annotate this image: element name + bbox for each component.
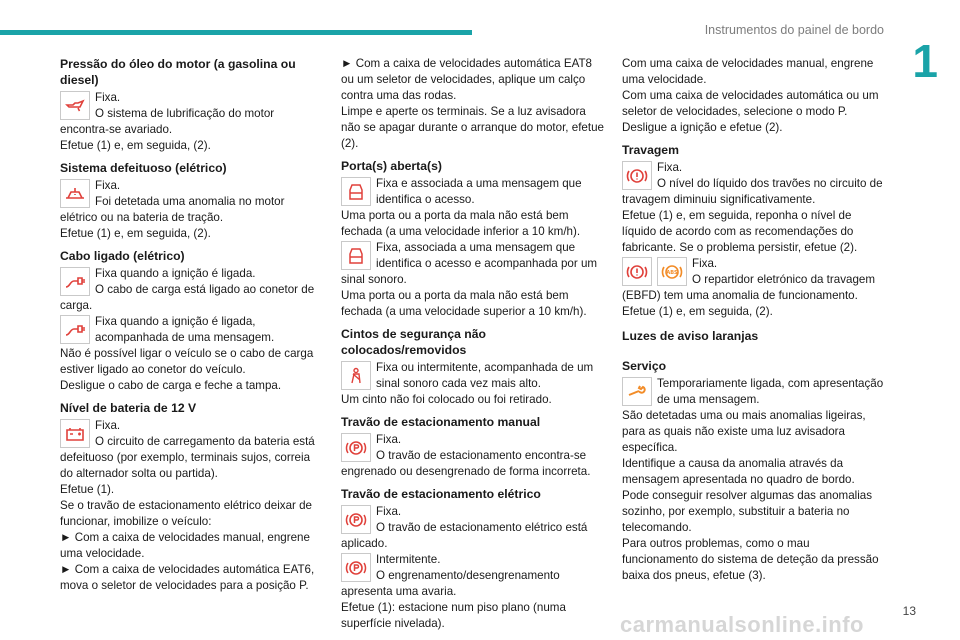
entry-electrical-fault: Fixa. Foi detetada uma anomalia no motor elétrico ou na bateria de tração. [60, 179, 285, 224]
section-title: Instrumentos do painel de bordo [704, 23, 884, 37]
chapter-number: 1 [912, 35, 938, 87]
heading-battery-level: Nível de bateria de 12 V [60, 401, 197, 415]
abs-icon [657, 257, 687, 286]
page-number: 13 [902, 604, 916, 618]
entry-braking-1: Fixa. O nível do líquido dos travões no circuito de travagem diminuiu significativamente. [622, 161, 883, 206]
heading-orange-warning-lights: Luzes de aviso laranjas [622, 329, 759, 343]
entry-braking-2: ABS Fixa. O repartidor eletrónico da travagem (EBFD) tem uma anomalia de funcionamento. [622, 257, 876, 302]
heading-oil-pressure: Pressão do óleo do motor (a gasolina ou diesel) [60, 57, 296, 87]
wrench-icon [622, 377, 652, 406]
entry-doors-open-2: Fixa, associada a uma mensagem que identifica o acesso e acompanhada por um sinal sonoro. [341, 241, 598, 286]
parking-brake-icon [341, 505, 371, 534]
heading-manual-parking-brake: Travão de estacionamento manual [341, 415, 541, 429]
entry-cable-connected-1: Fixa quando a ignição é ligada. O cabo de carga está ligado ao conetor de carga. [60, 267, 315, 312]
entry-battery-level: Fixa. O circuito de carregamento da bateria está defeituoso (por exemplo, terminais sujos, correia do alternador solta ou partida). [60, 419, 315, 480]
parking-brake-icon [341, 433, 371, 462]
svg-text:ABS: ABS [666, 269, 678, 276]
entry-manual-parking-brake: Fixa. O travão de estacionamento encontra-se engrenado ou desengrenado de forma incorreta. [341, 433, 591, 478]
open-door-icon [341, 177, 371, 206]
entry-electric-parking-brake-2: Intermitente. O engrenamento/desengrenamento apresenta uma avaria. [341, 553, 560, 598]
seatbelt-icon [341, 361, 371, 390]
heading-braking: Travagem [622, 143, 679, 157]
heading-cable-connected: Cabo ligado (elétrico) [60, 249, 185, 263]
column-1: Pressão do óleo do motor (a gasolina ou diesel) Fixa. O sistema de lubrificação do motor encontra-se avariado. Efetue (1) e, em seguida, (2). Sistema defeituoso (elétrico) Fixa. Foi detetada uma anomalia no motor elétrico ou na bateria de tração. Efetue (1) e, em seguida, (2). Cabo ligado (elétrico) Fixa quando a ignição é ligada. O cabo de carga está ligado ao conetor de carga. Fixa quando a ignição é ligada, acompanhada de uma mensagem. Não é possível ligar o veículo se o cabo de carga estiver ligado ao conetor do veículo. Desligue o cabo de carga e feche a tampa. Nível de bateria de 12 V Fixa. O circuito de carregamento da bateria está defeituoso (por exemplo, terminais sujos, correia do alternador solta ou partida). Efetue (1). Se o travão de estacionamento elétrico deixar de funcionar, imobilize o veículo: ► Com a caixa de velocidades manual, engrene uma velocidade. ► Com a caixa de velocidades automática EAT6, mova o seletor de velocidades para a posição P. [60, 56, 322, 594]
entry-oil-pressure: Fixa. O sistema de lubrificação do motor encontra-se avariado. [60, 91, 275, 136]
car-fault-icon [60, 179, 90, 208]
open-door-icon [341, 241, 371, 270]
entry-seatbelts: Fixa ou intermitente, acompanhada de um sinal sonoro cada vez mais alto. [341, 360, 606, 392]
entry-cable-connected-2: Fixa quando a ignição é ligada, acompanhada de uma mensagem. [60, 314, 322, 346]
charging-plug-icon [60, 315, 90, 344]
heading-electric-parking-brake: Travão de estacionamento elétrico [341, 487, 541, 501]
oil-can-icon [60, 91, 90, 120]
heading-doors-open: Porta(s) aberta(s) [341, 159, 442, 173]
watermark: carmanualsonline.info [620, 612, 864, 637]
heading-service: Serviço [622, 359, 667, 373]
brake-warning-icon [622, 257, 652, 286]
charging-plug-icon [60, 267, 90, 296]
entry-electric-parking-brake-1: Fixa. O travão de estacionamento elétrico está aplicado. [341, 505, 588, 550]
entry-service: Temporariamente ligada, com apresentação de uma mensagem. [622, 376, 887, 408]
heading-seatbelts: Cintos de segurança não colocados/removidos [341, 327, 486, 357]
header-accent-bar [0, 30, 472, 35]
parking-brake-icon [341, 553, 371, 582]
entry-doors-open-1: Fixa e associada a uma mensagem que identifica o acesso. [341, 176, 606, 208]
battery-icon [60, 419, 90, 448]
column-2: ► Com a caixa de velocidades automática EAT8 ou um seletor de velocidades, aplique um calço contra uma das rodas. Limpe e aperte os terminais. Se a luz avisadora não se apagar durante o arranque do motor, efetue (2). Porta(s) aberta(s) Fixa e associada a uma mensagem que identifica o acesso. Uma porta ou a porta da mala não está bem fechada (a uma velocidade inferior a 10 km/h). Fixa, associada a uma mensagem que identifica o acesso e acompanhada por um sinal sonoro. Uma porta ou a porta da mala não está bem fechada (a uma velocidade superior a 10 km/h). Cintos de segurança não colocados/removidos Fixa ou intermitente, acompanhada de um sinal sonoro cada vez mais alto. Um cinto não foi colocado ou foi retirado. Travão de estacionamento manual Fixa. O travão de estacionamento encontra-se engrenado ou desengrenado de forma incorreta. Travão de estacionamento elétrico Fixa. O travão de estacionamento elétrico está aplicado. Intermitente. O engrenamento/desengrenamento apresenta uma avaria. Efetue (1): estacione num piso plano (numa superfície nivelada). [341, 56, 606, 632]
brake-warning-icon [622, 161, 652, 190]
heading-electrical-fault: Sistema defeituoso (elétrico) [60, 161, 227, 175]
column-3: Com uma caixa de velocidades manual, engrene uma velocidade. Com uma caixa de velocidades automática ou um seletor de velocidades, selecione o modo P. Desligue a ignição e efetue (2). Travagem Fixa. O nível do líquido dos travões no circuito de travagem diminuiu significativamente. Efetue (1) e, em seguida, reponha o nível de líquido de acordo com as recomendações do fabricante. Se o problema persistir, efetue (2). ABS Fixa. O repartidor eletrónico da travagem (EBFD) tem uma anomalia de funcionamento. Efetue (1) e, em seguida, (2). Luzes de aviso laranjas Serviço Temporariamente ligada, com apresentação de uma mensagem. São detetadas uma ou mais anomalias ligeiras, para as quais não existe uma luz avisadora específica. Identifique a causa da anomalia através da mensagem apresentada no quadro de bordo. Pode conseguir resolver algumas das anomalias sozinho, por exemplo, substituir a bateria no telecomando. Para outros problemas, como o mau funcionamento do sistema de deteção da pressão baixa dos pneus, efetue (3). [622, 56, 887, 584]
